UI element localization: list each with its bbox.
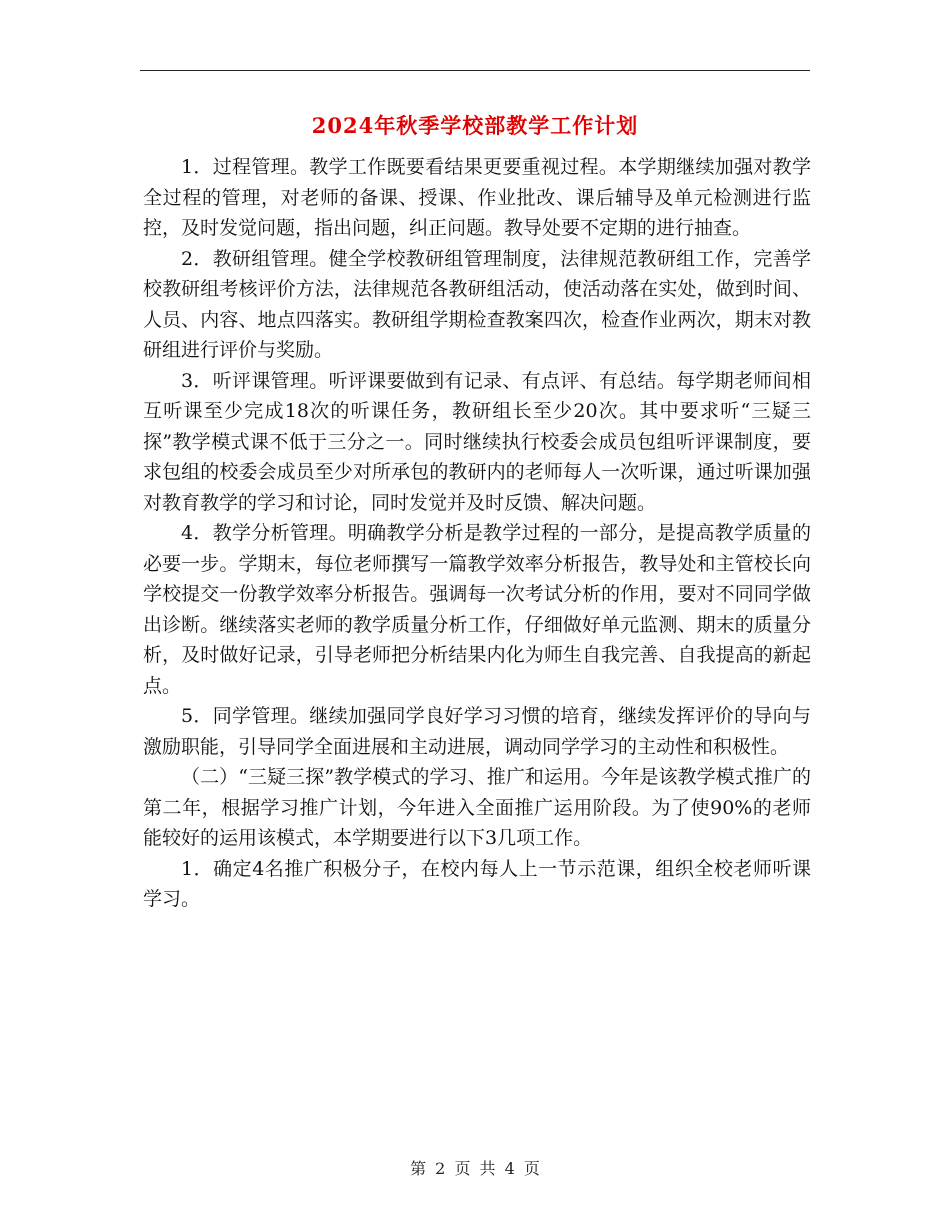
document-body [143, 152, 811, 915]
paragraph-research-group-management: 2．教研组管理。健全学校教研组管理制度，法律规范教研组工作，完善学校教研组考核评价方法，法律规范各教研组活动，使活动落在实处，做到时间、人员、内容、地点四落实。教研组学期检查教案四次，检查作业两次，期末对教研组进行评价与奖励。 [143, 247, 811, 361]
page-number-footer: 第 2 页 共 4 页 [410, 1159, 540, 1178]
paragraph-teaching-model: （二）“三疑三探”教学模式的学习、推广和运用。今年是该教学模式推广的第二年，根据学习推广计划，今年进入全面推广运用阶段。为了使90%的老师能较好的运用该模式，本学期要进行以下3几项工作。 [143, 766, 811, 849]
paragraph-process-management: 1．过程管理。教学工作既要看结果更要重视过程。本学期继续加强对教学全过程的管理，对老师的备课、授课、作业批改、课后辅导及单元检测进行监控，及时发觉问题，指出问题，纠正问题。教导处要不定期的进行抽查。 [143, 156, 811, 239]
document-title: 2024年秋季学校部教学工作计划 [311, 113, 639, 138]
paragraph-lesson-evaluation: 3．听评课管理。听评课要做到有记录、有点评、有总结。每学期老师间相互听课至少完成18次的听课任务，教研组长至少20次。其中要求听“三疑三探”教学模式课不低于三分之一。同时继续执行校委会成员包组听评课制度，要求包组的校委会成员至少对所承包的教研内的老师每人一次听课，通过听课加强对教育教学的学习和讨论，同时发觉并及时反馈、解决问题。 [143, 369, 811, 514]
header-rule [140, 70, 810, 71]
paragraph-demonstration-lessons: 1．确定4名推广积极分子，在校内每人上一节示范课，组织全校老师听课学习。 [143, 857, 811, 910]
paragraph-student-management: 5．同学管理。继续加强同学良好学习习惯的培育，继续发挥评价的导向与激励职能，引导同学全面进展和主动进展，调动同学学习的主动性和积极性。 [143, 705, 811, 758]
paragraph-teaching-analysis: 4．教学分析管理。明确教学分析是教学过程的一部分，是提高教学质量的必要一步。学期末，每位老师撰写一篇教学效率分析报告，教导处和主管校长向学校提交一份教学效率分析报告。强调每一次考试分析的作用，要对不同同学做出诊断。继续落实老师的教学质量分析工作，仔细做好单元监测、期末的质量分析，及时做好记录，引导老师把分析结果内化为师生自我完善、自我提高的新起点。 [143, 522, 811, 697]
